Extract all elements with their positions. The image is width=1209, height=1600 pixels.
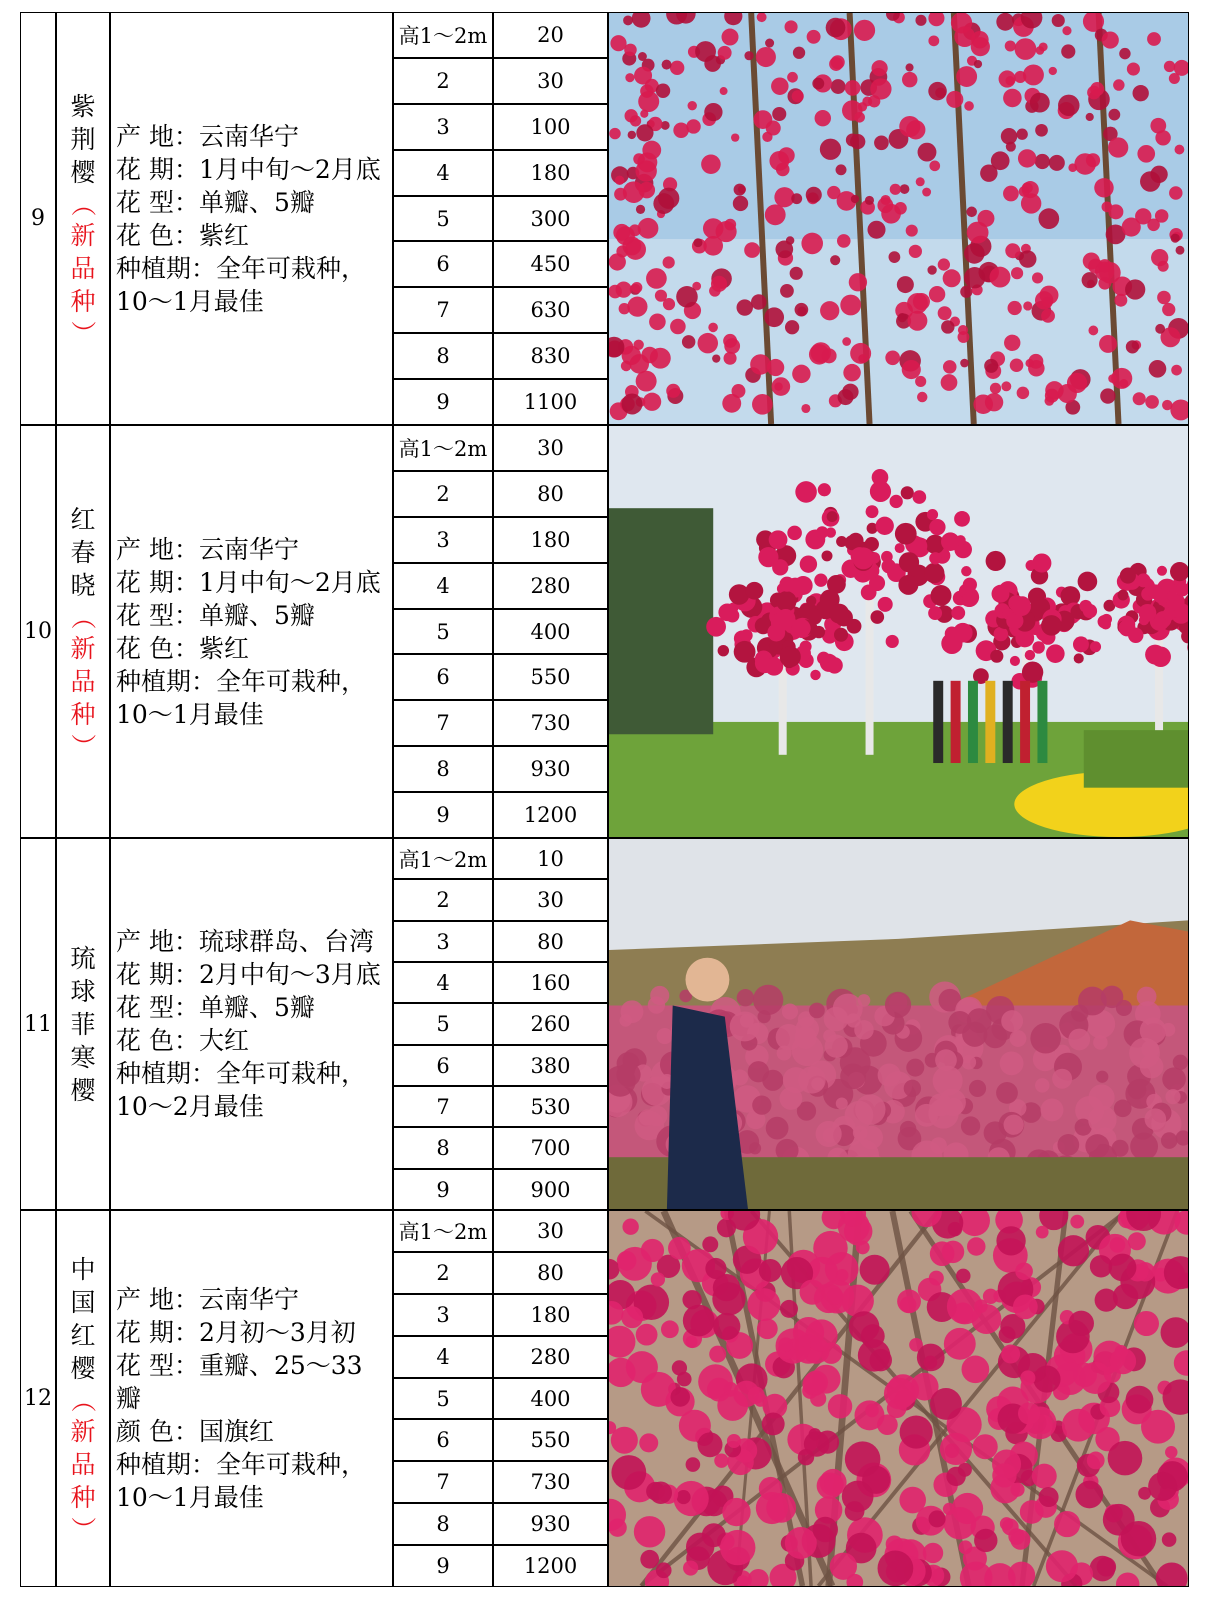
flowering-branches-photo bbox=[608, 12, 1189, 425]
description-lines bbox=[116, 120, 386, 318]
new-variety-paren-open: （ bbox=[68, 1387, 98, 1413]
variety-name-char: 晓 bbox=[70, 570, 96, 600]
description-line: 花 型：单瓣、5瓣 bbox=[116, 187, 315, 217]
price-value: 400 bbox=[493, 1378, 608, 1419]
description-line: 产 地：云南华宁 bbox=[116, 121, 299, 151]
size-spec: 2 bbox=[393, 471, 493, 517]
price-value: 1100 bbox=[493, 379, 608, 425]
price-value: 10 bbox=[493, 838, 608, 879]
price-value: 80 bbox=[493, 921, 608, 962]
size-spec: 9 bbox=[393, 1545, 493, 1587]
price-value: 180 bbox=[493, 1294, 608, 1336]
description-line: 花 型：重瓣、25～33瓣 bbox=[116, 1351, 363, 1413]
row-number: 9 bbox=[20, 12, 56, 425]
size-spec: 7 bbox=[393, 1086, 493, 1127]
description-line: 花 期：2月初～3月初 bbox=[116, 1318, 356, 1347]
new-variety-tag-char: 种 bbox=[70, 699, 96, 729]
price-value: 380 bbox=[493, 1045, 608, 1086]
size-spec: 6 bbox=[393, 1419, 493, 1461]
size-spec: 8 bbox=[393, 1503, 493, 1545]
new-variety-paren-open: （ bbox=[68, 190, 98, 217]
new-variety-tag-char: 品 bbox=[70, 253, 96, 283]
variety-description bbox=[110, 838, 393, 1210]
price-value: 280 bbox=[493, 1336, 608, 1378]
variety-name bbox=[68, 503, 98, 761]
size-spec: 4 bbox=[393, 563, 493, 609]
new-variety-tag-char: 品 bbox=[70, 666, 96, 696]
size-spec: 高1～2m bbox=[393, 12, 493, 58]
price-value: 730 bbox=[493, 700, 608, 746]
size-spec: 8 bbox=[393, 746, 493, 792]
variety-name-cell bbox=[56, 1210, 110, 1587]
price-value: 550 bbox=[493, 1419, 608, 1461]
price-value: 30 bbox=[493, 879, 608, 921]
description-line: 花 色：紫红 bbox=[116, 633, 249, 663]
price-value: 80 bbox=[493, 1252, 608, 1294]
row-number: 12 bbox=[20, 1210, 56, 1587]
variety-description bbox=[110, 1210, 393, 1587]
variety-description bbox=[110, 425, 393, 838]
price-value: 400 bbox=[493, 609, 608, 654]
size-spec: 2 bbox=[393, 1252, 493, 1294]
variety-name-cell bbox=[56, 425, 110, 838]
price-value: 100 bbox=[493, 104, 608, 150]
hillside-orchard-photo bbox=[608, 838, 1189, 1210]
size-spec: 高1～2m bbox=[393, 425, 493, 471]
size-spec: 9 bbox=[393, 379, 493, 425]
size-spec: 7 bbox=[393, 1461, 493, 1503]
size-spec: 6 bbox=[393, 654, 493, 700]
new-variety-tag-char: 品 bbox=[70, 1450, 96, 1479]
price-value: 700 bbox=[493, 1127, 608, 1169]
size-spec: 8 bbox=[393, 333, 493, 379]
variety-name-char: 樱 bbox=[70, 1354, 96, 1383]
description-line: 花 期：2月中旬～3月底 bbox=[116, 960, 381, 989]
size-spec: 7 bbox=[393, 700, 493, 746]
price-value: 930 bbox=[493, 1503, 608, 1545]
variety-name-char: 红 bbox=[70, 504, 96, 534]
description-line: 产 地：琉球群岛、台湾 bbox=[116, 927, 374, 956]
price-value: 530 bbox=[493, 1086, 608, 1127]
size-spec: 2 bbox=[393, 879, 493, 921]
variety-name-char: 荆 bbox=[70, 124, 96, 154]
description-line: 花 型：单瓣、5瓣 bbox=[116, 600, 315, 630]
description-line: 种植期：全年可栽种，10～1月最佳 bbox=[116, 253, 367, 316]
price-value: 730 bbox=[493, 1461, 608, 1503]
park-trees-photo-image bbox=[609, 426, 1188, 837]
new-variety-tag-char: 新 bbox=[70, 633, 96, 663]
price-value: 160 bbox=[493, 962, 608, 1003]
description-line: 花 型：单瓣、5瓣 bbox=[116, 993, 315, 1022]
size-spec: 4 bbox=[393, 962, 493, 1003]
double-blossom-closeup-photo bbox=[608, 1210, 1189, 1587]
size-spec: 6 bbox=[393, 1045, 493, 1086]
price-value: 30 bbox=[493, 425, 608, 471]
description-line: 种植期：全年可栽种，10～1月最佳 bbox=[116, 1450, 367, 1512]
description-line: 花 期：1月中旬～2月底 bbox=[116, 154, 381, 184]
price-value: 550 bbox=[493, 654, 608, 700]
row-number: 10 bbox=[20, 425, 56, 838]
new-variety-tag-char: 种 bbox=[70, 286, 96, 316]
size-spec: 5 bbox=[393, 1003, 493, 1045]
variety-name-char: 国 bbox=[70, 1288, 96, 1317]
variety-name bbox=[70, 942, 95, 1107]
size-spec: 3 bbox=[393, 517, 493, 563]
row-number: 11 bbox=[20, 838, 56, 1210]
size-spec: 4 bbox=[393, 1336, 493, 1378]
price-value: 1200 bbox=[493, 1545, 608, 1587]
size-spec: 2 bbox=[393, 58, 493, 104]
price-value: 300 bbox=[493, 196, 608, 241]
size-spec: 5 bbox=[393, 609, 493, 654]
size-spec: 3 bbox=[393, 104, 493, 150]
price-value: 180 bbox=[493, 517, 608, 563]
variety-name-char: 紫 bbox=[70, 91, 96, 121]
price-value: 450 bbox=[493, 241, 608, 287]
size-spec: 9 bbox=[393, 1169, 493, 1210]
flowering-branches-photo-image bbox=[609, 13, 1188, 424]
variety-name-char: 中 bbox=[70, 1255, 96, 1284]
new-variety-tag-char: 新 bbox=[70, 1417, 96, 1446]
price-value: 900 bbox=[493, 1169, 608, 1210]
new-variety-paren-close: ） bbox=[68, 732, 98, 759]
double-blossom-closeup-photo-image bbox=[609, 1211, 1188, 1586]
size-spec: 6 bbox=[393, 241, 493, 287]
new-variety-paren-open: （ bbox=[68, 603, 98, 630]
size-spec: 4 bbox=[393, 150, 493, 196]
price-value: 280 bbox=[493, 563, 608, 609]
description-line: 花 色：大红 bbox=[116, 1026, 249, 1055]
variety-name-char: 琉 bbox=[70, 943, 96, 973]
variety-name-cell bbox=[56, 12, 110, 425]
description-line: 花 期：1月中旬～2月底 bbox=[116, 567, 381, 597]
new-variety-tag-char: 种 bbox=[70, 1483, 96, 1512]
size-spec: 7 bbox=[393, 287, 493, 333]
price-value: 830 bbox=[493, 333, 608, 379]
description-line: 种植期：全年可栽种，10～1月最佳 bbox=[116, 666, 367, 729]
size-spec: 高1～2m bbox=[393, 1210, 493, 1252]
price-value: 80 bbox=[493, 471, 608, 517]
variety-description bbox=[110, 12, 393, 425]
price-value: 1200 bbox=[493, 792, 608, 838]
variety-name-char: 春 bbox=[70, 537, 96, 567]
size-spec: 5 bbox=[393, 1378, 493, 1419]
size-spec: 高1～2m bbox=[393, 838, 493, 879]
size-spec: 3 bbox=[393, 1294, 493, 1336]
park-trees-photo bbox=[608, 425, 1189, 838]
price-value: 30 bbox=[493, 1210, 608, 1252]
size-spec: 8 bbox=[393, 1127, 493, 1169]
size-spec: 9 bbox=[393, 792, 493, 838]
description-line: 种植期：全年可栽种，10～2月最佳 bbox=[116, 1059, 367, 1121]
description-lines bbox=[116, 1283, 386, 1514]
size-spec: 3 bbox=[393, 921, 493, 962]
description-lines bbox=[116, 533, 386, 731]
variety-name bbox=[68, 1253, 98, 1544]
price-value: 180 bbox=[493, 150, 608, 196]
variety-name-char: 樱 bbox=[70, 157, 96, 187]
price-value: 30 bbox=[493, 58, 608, 104]
price-value: 930 bbox=[493, 746, 608, 792]
price-value: 260 bbox=[493, 1003, 608, 1045]
price-value: 20 bbox=[493, 12, 608, 58]
variety-name-cell bbox=[56, 838, 110, 1210]
description-lines bbox=[116, 925, 386, 1123]
variety-name-char: 菲 bbox=[70, 1009, 96, 1039]
size-spec: 5 bbox=[393, 196, 493, 241]
variety-name-char: 樱 bbox=[70, 1075, 96, 1105]
new-variety-paren-close: ） bbox=[68, 319, 98, 346]
variety-name-char: 寒 bbox=[70, 1042, 96, 1072]
new-variety-paren-close: ） bbox=[68, 1516, 98, 1542]
hillside-orchard-photo-image bbox=[609, 839, 1188, 1209]
variety-name-char: 红 bbox=[70, 1321, 96, 1350]
description-line: 产 地：云南华宁 bbox=[116, 534, 299, 564]
description-line: 颜 色：国旗红 bbox=[116, 1417, 274, 1446]
description-line: 产 地：云南华宁 bbox=[116, 1285, 299, 1314]
variety-name-char: 球 bbox=[70, 976, 96, 1006]
description-line: 花 色：紫红 bbox=[116, 220, 249, 250]
price-value: 630 bbox=[493, 287, 608, 333]
new-variety-tag-char: 新 bbox=[70, 220, 96, 250]
variety-name bbox=[68, 90, 98, 348]
